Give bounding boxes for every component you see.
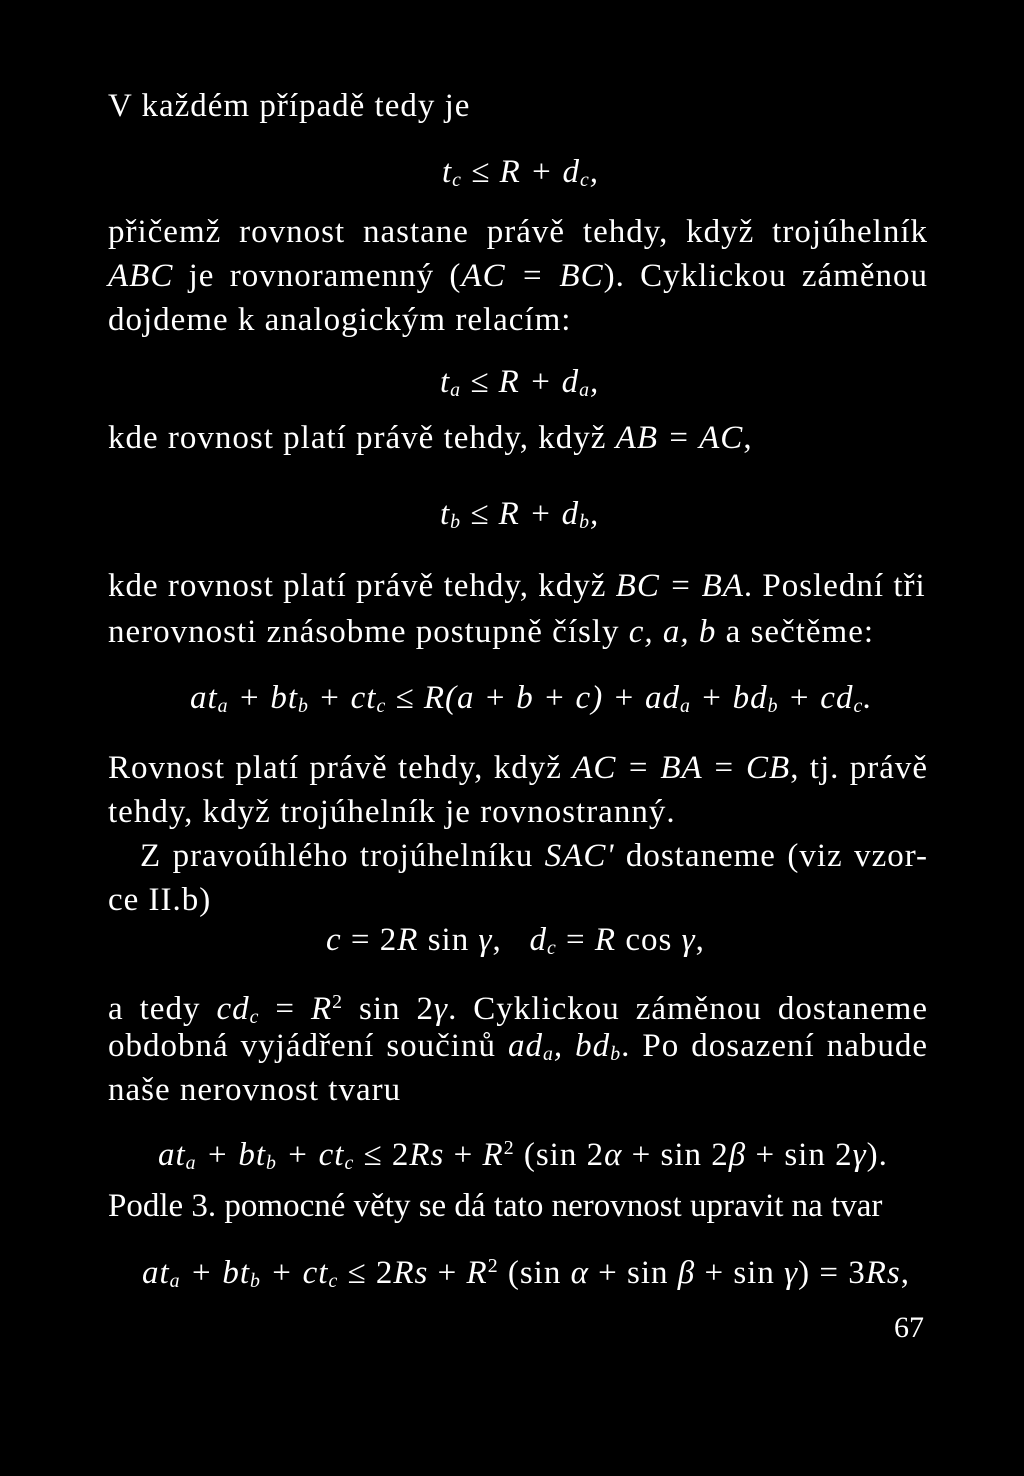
inequality-final: $at_a + bt_b + ct_c \le 2Rs + R^2$ (sin α + sin β + sin γ) = 3Rs, <box>142 1254 910 1292</box>
inequality-sum: $at_a + bt_b + ct_c \le R(a + b + c) + ad_a + bd_b + cd_c$. <box>190 680 873 717</box>
paragraph-3-line-1: Rovnost platí právě tehdy, když AC = BA = CB, tj. právě <box>108 750 929 786</box>
paragraph-3-line-2: tehdy, když trojúhelník je rovnostranný. <box>108 794 676 830</box>
paragraph-4-line-2: ce II.b) <box>108 882 212 918</box>
paragraph-5-line-1: a tedy $cd_c = R^2$ sin 2γ. Cyklickou záměnou dostaneme <box>108 990 929 1028</box>
paragraph-4-line-1: Z pravoúhlého trojúhelníku SAC' dostaneme (viz vzor- <box>140 838 929 874</box>
inequality-tb: $t_b \le R + d_b$, <box>440 496 600 533</box>
inequality-tc: $t_c \le R + d_c$, <box>442 154 600 191</box>
paragraph-2-line-2: nerovnosti znásobme postupně čísly c, a, b a sečtěme: <box>108 614 875 650</box>
paragraph-6-line: Podle 3. pomocné věty se dá tato nerovnost upravit na tvar <box>108 1188 883 1224</box>
formula-c-dc: c = 2R sin γ, $d_c = R$ cos γ, <box>326 922 705 959</box>
page-number: 67 <box>894 1311 924 1344</box>
condition-2-line: kde rovnost platí právě tehdy, když BC = BA. Poslední tři <box>108 568 926 604</box>
paragraph-1-line-1: přičemž rovnost nastane právě tehdy, když trojúhelník <box>108 214 928 250</box>
inequality-ta: $t_a \le R + d_a$, <box>440 364 600 401</box>
paragraph-5-line-3: naše nerovnost tvaru <box>108 1072 402 1108</box>
paragraph-1-line-3: dojdeme k analogickým relacím: <box>108 302 572 338</box>
paragraph-1-line-2: ABC je rovnoramenný (AC = BC). Cyklickou záměnou <box>108 258 928 294</box>
intro-line: V každém případě tedy je <box>108 88 471 124</box>
inequality-sines-2: $at_a + bt_b + ct_c \le 2Rs + R^2$ (sin 2α + sin 2β + sin 2γ). <box>158 1136 888 1174</box>
paragraph-5-line-2: obdobná vyjádření součinů $ad_a$, $bd_b$. Po dosazení nabude <box>108 1028 929 1065</box>
condition-1-line: kde rovnost platí právě tehdy, když AB = AC, <box>108 420 753 456</box>
